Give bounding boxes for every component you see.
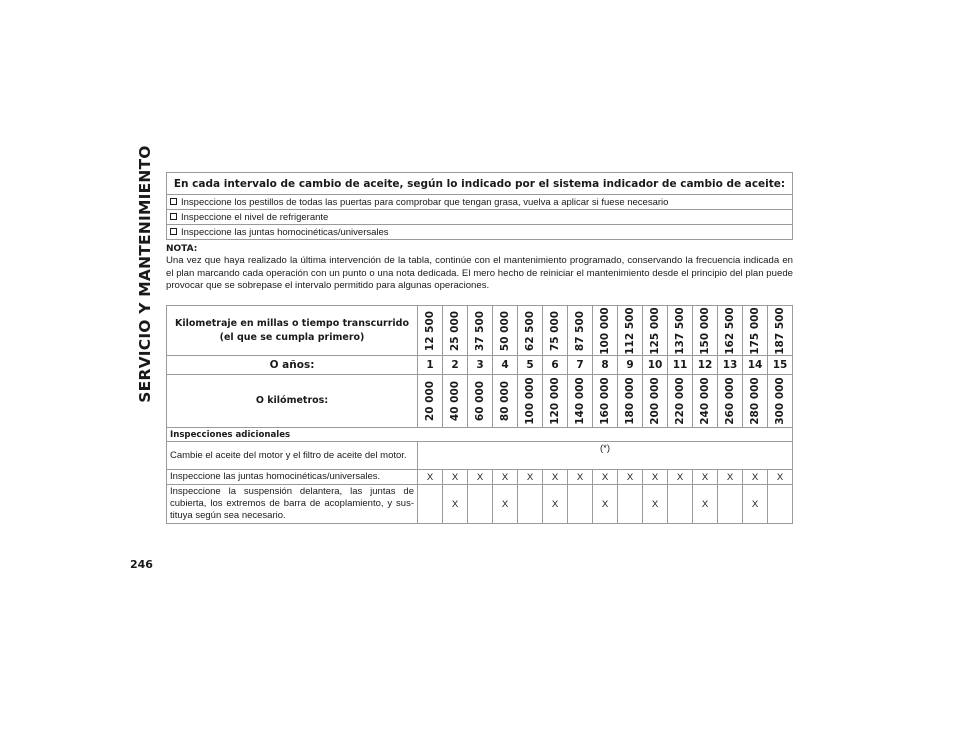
oil-interval-item <box>167 225 793 240</box>
miles-interval-cell-text: 37 500 <box>474 310 486 351</box>
schedule-mark-cell <box>518 485 543 524</box>
schedule-mark-cell <box>768 485 793 524</box>
miles-interval-cell-text: 62 500 <box>524 310 536 351</box>
km-interval-cell <box>718 375 743 428</box>
oil-interval-item-text: Inspeccione el nivel de refrigerante <box>181 211 329 223</box>
km-label: O kilómetros: <box>167 375 418 428</box>
schedule-mark-cell <box>668 485 693 524</box>
schedule-mark-cell: X <box>618 470 643 485</box>
schedule-mark-cell <box>618 485 643 524</box>
km-interval-cell-text: 200 000 <box>649 377 661 425</box>
miles-interval-cell <box>768 306 793 356</box>
miles-interval-cell-text: 175 000 <box>749 306 761 355</box>
km-interval-cell-text: 160 000 <box>599 377 611 425</box>
miles-interval-cell-text: 50 000 <box>499 310 511 351</box>
note-block <box>166 243 793 293</box>
schedule-mark-cell: X <box>493 485 518 524</box>
section-side-title-text: SERVICIO Y MANTENIMIENTO <box>136 145 154 403</box>
schedule-mark-cell <box>568 485 593 524</box>
miles-interval-cell <box>518 306 543 356</box>
schedule-mark-cell: X <box>743 485 768 524</box>
miles-interval-cell-text: 87 500 <box>574 310 586 351</box>
schedule-mark-cell: X <box>443 470 468 485</box>
km-interval-cell <box>418 375 443 428</box>
schedule-mark-cell: X <box>543 470 568 485</box>
years-interval-cell: 14 <box>743 356 768 375</box>
km-interval-cell <box>643 375 668 428</box>
km-interval-cell-text: 100 000 <box>524 377 536 425</box>
years-interval-cell: 4 <box>493 356 518 375</box>
schedule-mark-cell: X <box>718 470 743 485</box>
miles-interval-cell-text: 162 500 <box>724 306 736 355</box>
years-interval-cell: 1 <box>418 356 443 375</box>
miles-interval-cell <box>443 306 468 356</box>
miles-interval-cell-text: 112 500 <box>624 306 636 355</box>
miles-interval-cell <box>418 306 443 356</box>
km-interval-cell-text: 220 000 <box>674 377 686 425</box>
schedule-mark-cell: X <box>768 470 793 485</box>
km-interval-cell <box>693 375 718 428</box>
oil-interval-item <box>167 210 793 225</box>
years-row <box>167 356 793 375</box>
years-interval-cell: 12 <box>693 356 718 375</box>
oil-interval-table <box>166 172 793 240</box>
km-interval-cell-text: 140 000 <box>574 377 586 425</box>
schedule-mark-cell: X <box>668 470 693 485</box>
schedule-mark-cell: X <box>468 470 493 485</box>
miles-interval-cell <box>693 306 718 356</box>
years-interval-cell: 3 <box>468 356 493 375</box>
km-interval-cell-text: 80 000 <box>499 380 511 422</box>
schedule-mark-cell: X <box>443 485 468 524</box>
years-interval-cell: 8 <box>593 356 618 375</box>
km-row <box>167 375 793 428</box>
km-interval-cell <box>593 375 618 428</box>
miles-interval-cell-text: 150 000 <box>699 306 711 355</box>
km-interval-cell <box>668 375 693 428</box>
years-interval-cell: 13 <box>718 356 743 375</box>
km-interval-cell-text: 300 000 <box>774 377 786 425</box>
km-interval-cell-text: 20 000 <box>424 380 436 422</box>
km-interval-cell-text: 180 000 <box>624 377 636 425</box>
page-number: 246 <box>130 558 153 571</box>
schedule-mark-cell: X <box>418 470 443 485</box>
km-interval-cell <box>568 375 593 428</box>
miles-interval-cell <box>618 306 643 356</box>
oil-interval-item-text: Inspeccione los pestillos de todas las puertas para comprobar que tengan grasa, vuelva a aplicar si fuese necesario <box>181 196 669 208</box>
oil-interval-header: En cada intervalo de cambio de aceite, según lo indicado por el sistema indicador de cambio de aceite: <box>167 173 793 195</box>
years-interval-cell: 9 <box>618 356 643 375</box>
miles-interval-cell <box>468 306 493 356</box>
miles-interval-cell <box>568 306 593 356</box>
schedule-mark-cell: X <box>593 485 618 524</box>
schedule-row-span-value: (*) <box>418 442 793 470</box>
schedule-mark-cell: X <box>743 470 768 485</box>
km-interval-cell <box>443 375 468 428</box>
km-interval-cell <box>543 375 568 428</box>
miles-row <box>167 306 793 356</box>
km-interval-cell <box>518 375 543 428</box>
miles-interval-cell-text: 187 500 <box>774 306 786 355</box>
km-interval-cell-text: 260 000 <box>724 377 736 425</box>
oil-interval-item-text: Inspeccione las juntas homocinéticas/universales <box>181 226 389 238</box>
miles-label: Kilometraje en millas o tiempo transcurrido (el que se cumpla primero) <box>167 306 418 356</box>
section-row <box>167 428 793 442</box>
miles-interval-cell-text: 75 000 <box>549 310 561 351</box>
km-interval-cell-text: 240 000 <box>699 377 711 425</box>
oil-interval-header-row <box>167 173 793 195</box>
schedule-mark-cell <box>468 485 493 524</box>
years-interval-cell: 10 <box>643 356 668 375</box>
years-interval-cell: 11 <box>668 356 693 375</box>
note-text: Una vez que haya realizado la última intervención de la tabla, continúe con el mantenimiento programado, conservando la frecuencia indicada en el plan marcando cada operación con un punto o una nota dedicada. El mero hecho de reiniciar el mantenimiento desde el principio del plan puede provocar que se sobrepase el intervalo permitido para algunas operaciones. <box>166 255 793 292</box>
miles-interval-cell-text: 125 000 <box>649 306 661 355</box>
km-interval-cell <box>493 375 518 428</box>
schedule-mark-cell: X <box>568 470 593 485</box>
years-interval-cell: 5 <box>518 356 543 375</box>
km-interval-cell-text: 40 000 <box>449 380 461 422</box>
schedule-mark-cell: X <box>593 470 618 485</box>
km-interval-cell <box>468 375 493 428</box>
miles-interval-cell <box>493 306 518 356</box>
km-interval-cell-text: 120 000 <box>549 377 561 425</box>
miles-interval-cell-text: 25 000 <box>449 310 461 351</box>
section-side-title <box>128 145 162 403</box>
km-interval-cell-text: 280 000 <box>749 377 761 425</box>
schedule-row-oil-change <box>167 442 793 470</box>
schedule-mark-cell <box>418 485 443 524</box>
years-interval-cell: 7 <box>568 356 593 375</box>
schedule-mark-cell: X <box>643 470 668 485</box>
checkbox-square-icon <box>170 198 177 205</box>
km-interval-cell-text: 60 000 <box>474 380 486 422</box>
schedule-row-description: Cambie el aceite del motor y el filtro de aceite del motor. <box>167 442 418 470</box>
miles-interval-cell <box>593 306 618 356</box>
miles-interval-cell-text: 100 000 <box>599 306 611 355</box>
schedule-mark-cell <box>718 485 743 524</box>
schedule-row-suspension <box>167 485 793 524</box>
miles-interval-cell <box>718 306 743 356</box>
schedule-row-joints <box>167 470 793 485</box>
years-interval-cell: 6 <box>543 356 568 375</box>
miles-interval-cell-text: 12 500 <box>424 310 436 351</box>
section-label: Inspecciones adicionales <box>167 428 793 442</box>
miles-interval-cell <box>668 306 693 356</box>
checkbox-square-icon <box>170 228 177 235</box>
km-interval-cell <box>743 375 768 428</box>
miles-interval-cell <box>743 306 768 356</box>
miles-interval-cell-text: 137 500 <box>674 306 686 355</box>
checkbox-square-icon <box>170 213 177 220</box>
km-interval-cell <box>768 375 793 428</box>
schedule-mark-cell: X <box>643 485 668 524</box>
years-label: O años: <box>167 356 418 375</box>
miles-interval-cell <box>543 306 568 356</box>
schedule-mark-cell: X <box>543 485 568 524</box>
schedule-mark-cell: X <box>693 470 718 485</box>
oil-interval-item <box>167 195 793 210</box>
years-interval-cell: 2 <box>443 356 468 375</box>
schedule-mark-cell: X <box>518 470 543 485</box>
note-label: NOTA: <box>166 244 198 254</box>
km-interval-cell <box>618 375 643 428</box>
maintenance-schedule-table <box>166 305 793 524</box>
schedule-row-description: Inspeccione las juntas homocinéticas/universales. <box>167 470 418 485</box>
schedule-mark-cell: X <box>493 470 518 485</box>
years-interval-cell: 15 <box>768 356 793 375</box>
schedule-row-description: Inspeccione la suspensión delantera, las juntas de cubierta, los extremos de barra de acoplamiento, y sus- tituya según sea necesario. <box>167 485 418 524</box>
schedule-mark-cell: X <box>693 485 718 524</box>
miles-interval-cell <box>643 306 668 356</box>
